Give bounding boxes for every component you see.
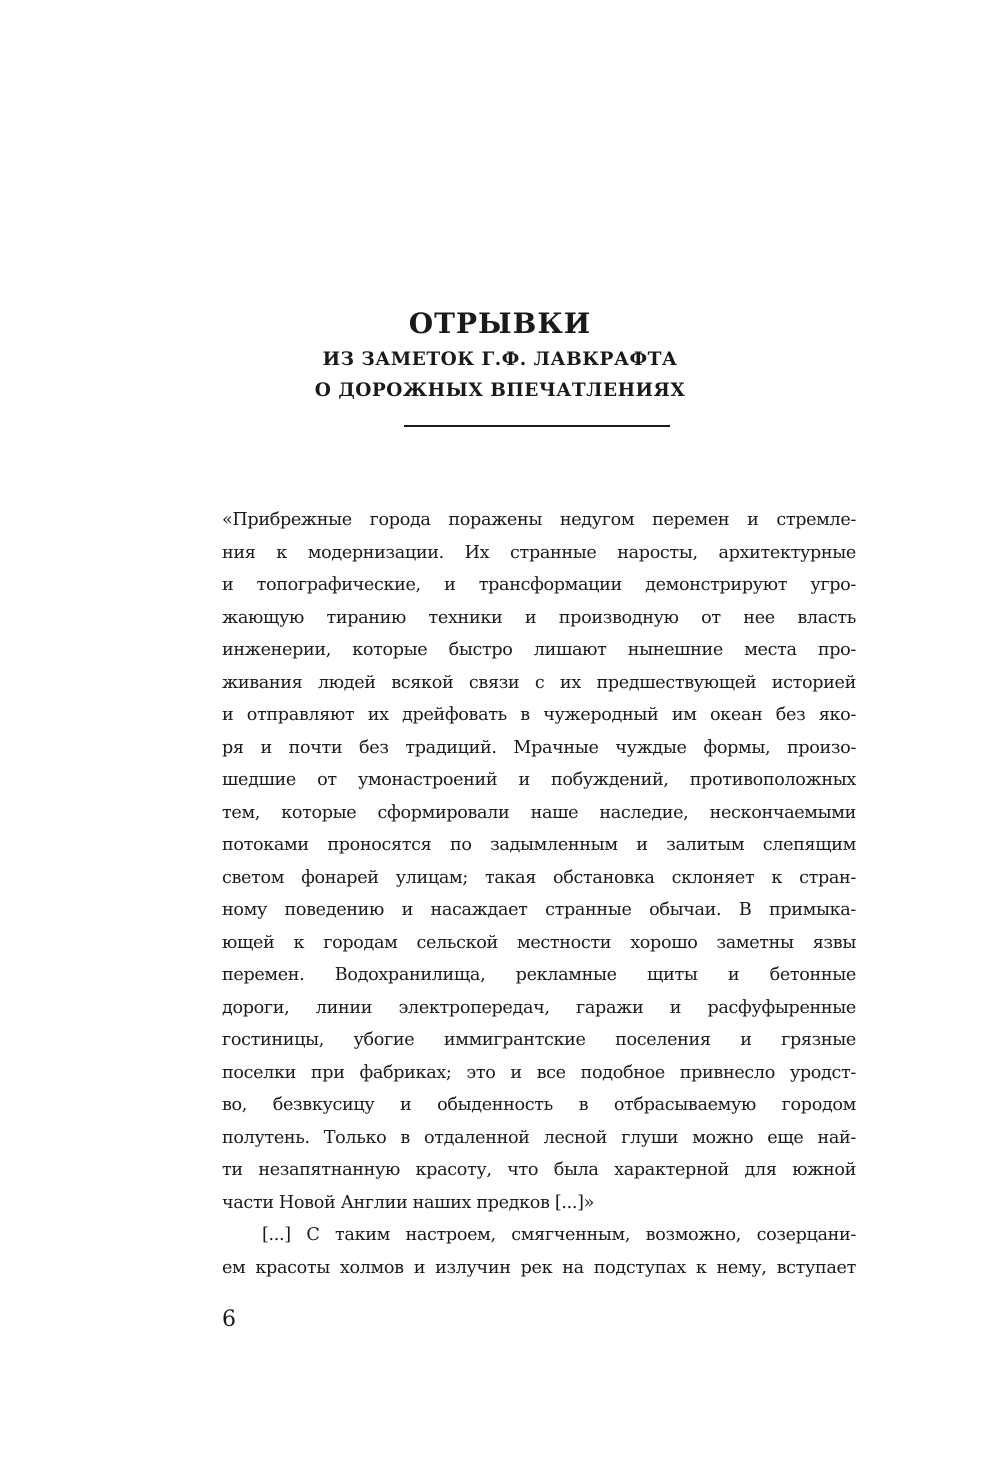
chapter-subtitle-line-2: О ДОРОЖНЫХ ВПЕЧАТЛЕНИЯХ — [314, 380, 686, 401]
text-line: полутень. Только в отдаленной лесной глуши можно еще най- — [222, 1127, 856, 1148]
text-line: ти незапятнанную красоту, что была характерной для южной — [222, 1160, 856, 1180]
chapter-title: ОТРЫВКИ — [408, 307, 592, 340]
chapter-subtitle-line-1: ИЗ ЗАМЕТОК Г.Ф. ЛАВКРАФТА — [322, 349, 678, 370]
text-line: ря и почти без традиций. Мрачные чуждые формы, произо- — [222, 737, 856, 758]
text-line: потоками проносятся по задымленным и залитым слепящим — [222, 835, 856, 855]
text-line: гостиницы, убогие иммигрантские поселения и грязные — [222, 1030, 856, 1050]
text-line: [...] С таким настроем, смягченным, возможно, созерцани- — [262, 1225, 856, 1245]
title-divider — [404, 425, 670, 427]
text-line: поселки при фабриках; это и все подобное привнесло уродст- — [222, 1062, 856, 1083]
text-line: дороги, линии электропередач, гаражи и расфуфыренные — [222, 997, 856, 1018]
text-line: ющей к городам сельской местности хорошо заметны язвы — [222, 932, 856, 953]
text-line: ному поведению и насаждает странные обычаи. В примыка- — [222, 900, 856, 920]
text-line: во, безвкусицу и обыденность в отбрасываемую городом — [222, 1095, 856, 1115]
text-line: жающую тиранию техники и производную от нее власть — [222, 607, 856, 628]
text-line: светом фонарей улицам; такая обстановка склоняет к стран- — [222, 867, 856, 888]
text-line: ем красоты холмов и излучин рек на подступах к нему, вступает — [222, 1257, 856, 1278]
page-number: 6 — [222, 1307, 236, 1332]
text-line: ния к модернизации. Их странные наросты, архитектурные — [222, 542, 856, 563]
text-line: инженерии, которые быстро лишают нынешние места про- — [222, 640, 856, 660]
text-line: и отправляют их дрейфовать в чужеродный им океан без яко- — [222, 705, 856, 725]
text-line: перемен. Водохранилища, рекламные щиты и бетонные — [222, 965, 856, 985]
text-line: «Прибрежные города поражены недугом перемен и стремле- — [222, 510, 856, 530]
text-line: шедшие от умонастроений и побуждений, противоположных — [222, 770, 856, 790]
text-line: живания людей всякой связи с их предшествующей историей — [222, 672, 856, 693]
text-line: и топографические, и трансформации демонстрируют угро- — [222, 575, 856, 595]
body-text — [222, 504, 856, 1284]
text-line: тем, которые сформировали наше наследие, нескончаемыми — [222, 802, 856, 823]
text-line: части Новой Англии наших предков [...]» — [222, 1192, 595, 1213]
